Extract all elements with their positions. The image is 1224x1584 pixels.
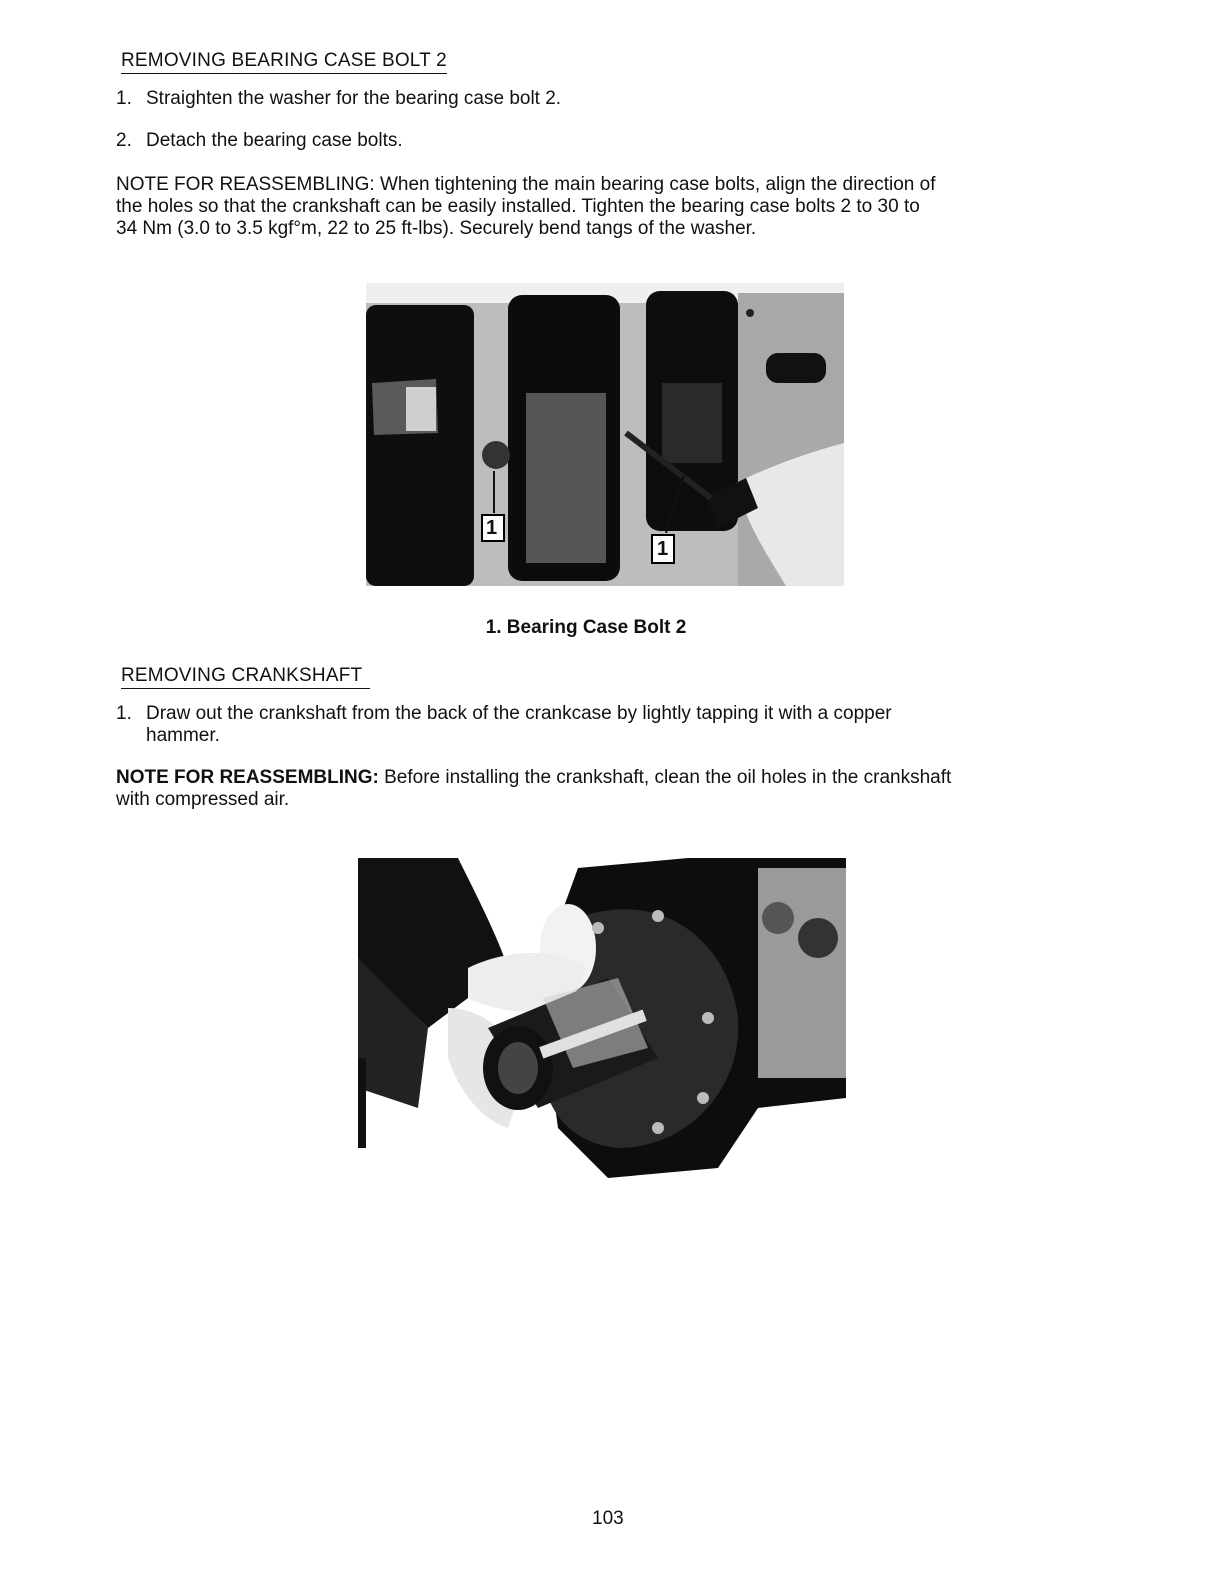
note-line-2: the holes so that the crankshaft can be easily installed. Tighten the bearing case bolts 2 to 30 to: [116, 196, 920, 217]
note-label: NOTE FOR REASSEMBLING:: [116, 767, 379, 788]
callout-label: 1: [657, 538, 669, 560]
step-1: [116, 703, 1016, 747]
step-text: Straighten the washer for the bearing case bolt 2.: [146, 88, 562, 109]
photo-illustration: [358, 858, 846, 1188]
step-text-line: hammer.: [146, 725, 220, 746]
figure-bearing-case-bolt-photo: [366, 283, 844, 586]
photo-illustration: [366, 283, 844, 586]
note-line-3: 34 Nm (3.0 to 3.5 kgf°m, 22 to 25 ft-lbs). Securely bend tangs of the washer.: [116, 218, 757, 239]
note-reassembling-2: [116, 767, 1036, 811]
section-heading-bearing-case-bolt: REMOVING BEARING CASE BOLT 2: [121, 50, 447, 74]
note-text: When tightening the main bearing case bolts, align the direction of: [379, 174, 936, 195]
step-text: Detach the bearing case bolts.: [146, 130, 403, 151]
callout-label: 1: [486, 517, 498, 539]
step-number: 1.: [116, 88, 132, 109]
step-2: [116, 130, 1016, 152]
step-text-line: Draw out the crankshaft from the back of the crankcase by lightly tapping it with a copper: [146, 703, 892, 724]
section-heading-removing-crankshaft: REMOVING CRANKSHAFT: [121, 665, 370, 689]
note-label: NOTE FOR REASSEMBLING:: [116, 174, 375, 195]
note-reassembling-1: [116, 174, 1016, 240]
note-line-1: [116, 767, 1036, 789]
step-1: [116, 88, 1016, 110]
note-line-2: with compressed air.: [116, 789, 290, 810]
note-text: Before installing the crankshaft, clean the oil holes in the crankshaft: [384, 767, 952, 788]
figure-caption: 1. Bearing Case Bolt 2: [485, 617, 687, 638]
note-line-1: [116, 174, 1016, 196]
page-number: 103: [592, 1508, 624, 1529]
step-number: 1.: [116, 703, 132, 724]
step-text: [146, 703, 892, 747]
figure-crankshaft-photo: [358, 858, 846, 1188]
step-number: 2.: [116, 130, 132, 151]
